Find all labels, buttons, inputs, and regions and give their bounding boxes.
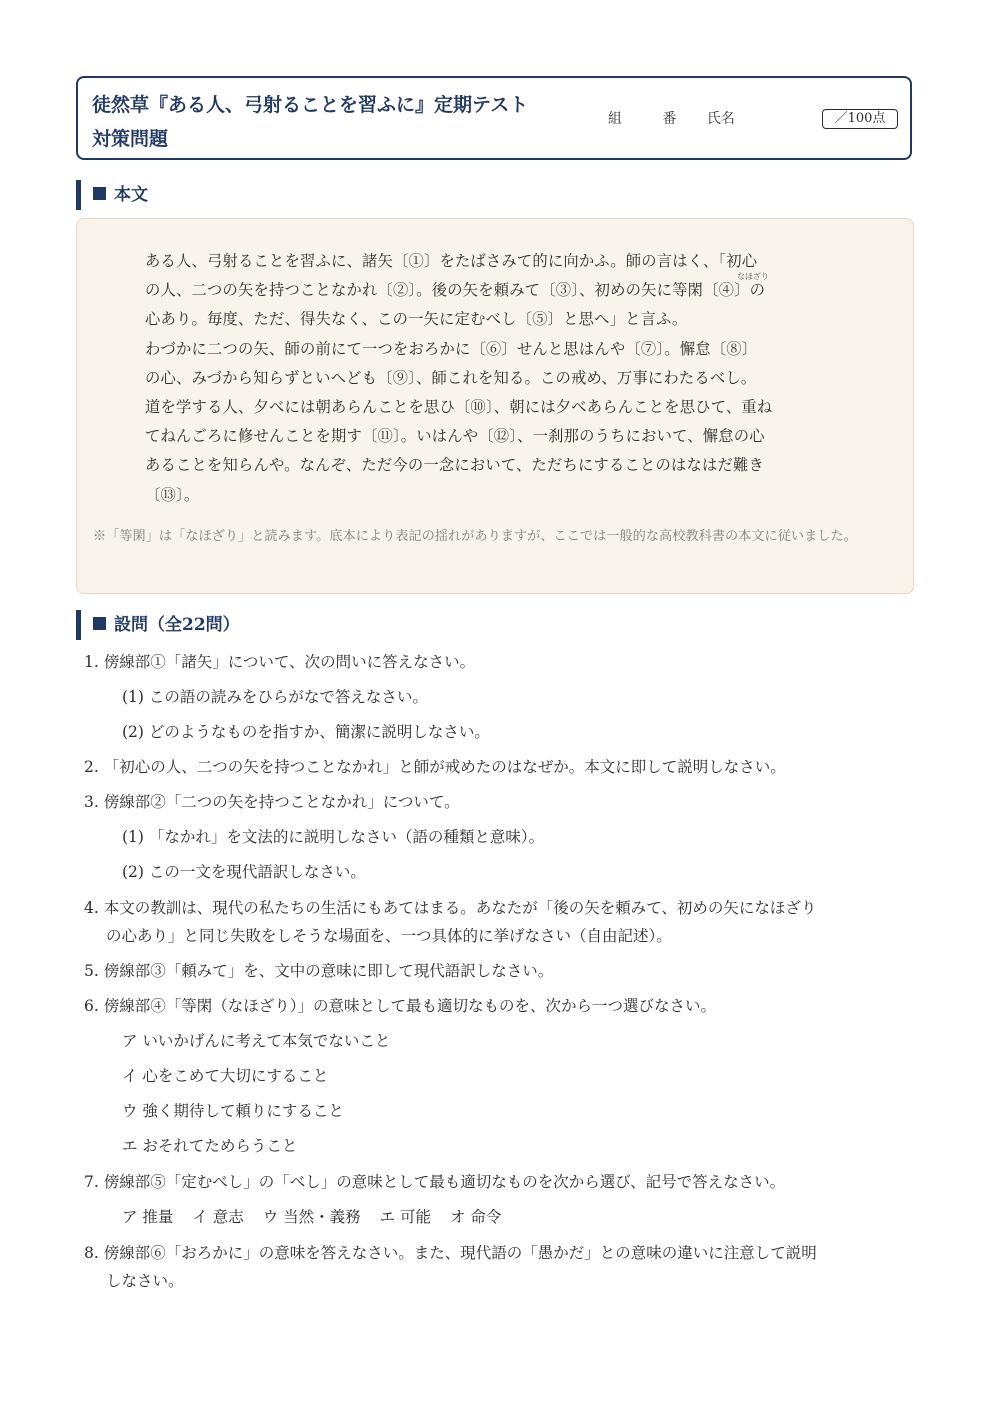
passage-line: 道を学する人、夕べには朝あらんことを思ひ〔⑩〕、朝には夕べあらんことを思ひて、重ね bbox=[145, 398, 773, 417]
question-3: 3. 傍線部②「二つの矢を持つことなかれ」について。 bbox=[84, 793, 460, 811]
question-7: 7. 傍線部⑤「定むべし」の「べし」の意味として最も適切なものを次から選び、記号で答えなさい。 bbox=[84, 1173, 786, 1191]
question-6-option-d: エ おそれてためらうこと bbox=[122, 1137, 298, 1155]
section-heading-text bbox=[76, 180, 148, 210]
question-7-option: エ 可能 bbox=[379, 1208, 432, 1226]
question-3-1: (1) 「なかれ」を文法的に説明しなさい（語の種類と意味）。 bbox=[122, 828, 545, 846]
passage-note: ※「等閑」は「なほざり」と読みます。底本により表記の揺れがありますが、ここでは一般的な高校教科書の本文に従いました。 bbox=[93, 529, 857, 544]
student-fields bbox=[608, 108, 735, 128]
question-5: 5. 傍線部③「頼みて」を、文中の意味に即して現代語訳しなさい。 bbox=[84, 962, 554, 980]
passage-line: の人、二つの矢を持つことなかれ〔②〕。後の矢を頼みて〔③〕、初めの矢に等閑〔④〕の bbox=[145, 281, 766, 300]
passage-box bbox=[76, 218, 914, 594]
question-2: 2. 「初心の人、二つの矢を持つことなかれ」と師が戒めたのはなぜか。本文に即して説明しなさい。 bbox=[84, 758, 786, 776]
question-1-1: (1) この語の読みをひらがなで答えなさい。 bbox=[122, 688, 428, 706]
question-7-options bbox=[122, 1203, 515, 1231]
question-8-line-2: しなさい。 bbox=[106, 1272, 184, 1290]
question-4-line-1: 4. 本文の教訓は、現代の私たちの生活にもあてはまる。あなたが「後の矢を頼みて、初めの矢になほざり bbox=[84, 899, 817, 917]
class-label: 組 bbox=[608, 111, 622, 127]
question-3-2: (2) この一文を現代語訳しなさい。 bbox=[122, 863, 366, 881]
question-7-option: ア 推量 bbox=[122, 1208, 174, 1226]
question-6-option-a: ア いいかげんに考えて本気でないこと bbox=[122, 1032, 391, 1050]
section-heading-questions bbox=[76, 610, 240, 640]
ruby-annotation: なほざり bbox=[737, 272, 769, 281]
question-7-option: イ 意志 bbox=[192, 1208, 244, 1226]
name-label: 氏名 bbox=[706, 111, 735, 127]
square-bullet-icon bbox=[93, 617, 106, 630]
passage-line: 〔⑬〕。 bbox=[145, 485, 200, 504]
question-6-option-b: イ 心をこめて大切にすること bbox=[122, 1067, 329, 1085]
question-7-option: ウ 当然・義務 bbox=[262, 1208, 361, 1226]
number-label: 番 bbox=[662, 111, 677, 127]
header-box bbox=[76, 76, 912, 160]
section-heading-text-label: 本文 bbox=[114, 185, 148, 205]
passage-line: ある人、弓射ることを習ふに、諸矢〔①〕をたばさみて的に向かふ。師の言はく、「初心 bbox=[145, 252, 758, 270]
title-line-2: 対策問題 bbox=[92, 128, 169, 150]
question-1: 1. 傍線部①「諸矢」について、次の問いに答えなさい。 bbox=[84, 653, 476, 671]
passage-line: てねんごろに修せんことを期す〔⑪〕。いはんや〔⑫〕、一刹那のうちにおいて、懈怠の心 bbox=[145, 427, 765, 446]
question-8-line-1: 8. 傍線部⑥「おろかに」の意味を答えなさい。また、現代語の「愚かだ」との意味の違いに注意して説明 bbox=[84, 1244, 817, 1262]
question-4-line-2: の心あり」と同じ失敗をしそうな場面を、一つ具体的に挙げなさい（自由記述）。 bbox=[106, 927, 672, 945]
worksheet-title bbox=[92, 88, 602, 156]
question-1-2: (2) どのようなものを指すか、簡潔に説明しなさい。 bbox=[122, 723, 490, 741]
section-heading-questions-label: 設問（全22問） bbox=[114, 615, 240, 635]
score-box: ／100点 bbox=[822, 109, 898, 129]
question-7-option: オ 命令 bbox=[450, 1208, 502, 1226]
passage-line: あることを知らんや。なんぞ、ただ今の一念において、ただちにすることのはなはだ難き bbox=[145, 456, 764, 475]
passage-text bbox=[145, 247, 851, 510]
question-6-option-c: ウ 強く期待して頼りにすること bbox=[122, 1102, 344, 1120]
passage-line: の心、みづから知らずといへども〔⑨〕、師これを知る。この戒め、万事にわたるべし。 bbox=[145, 368, 757, 387]
title-line-1: 徒然草『ある人、弓射ることを習ふに』定期テスト bbox=[92, 94, 529, 116]
question-6: 6. 傍線部④「等閑（なほざり）」の意味として最も適切なものを、次から一つ選びなさい。 bbox=[84, 997, 716, 1015]
passage-line: 心あり。毎度、ただ、得失なく、この一矢に定むべし〔⑤〕と思へ」と言ふ。 bbox=[145, 310, 688, 329]
square-bullet-icon bbox=[93, 187, 106, 200]
passage-line: わづかに二つの矢、師の前にて一つをおろかに〔⑥〕せんと思はんや〔⑦〕。懈怠〔⑧〕 bbox=[145, 339, 758, 358]
